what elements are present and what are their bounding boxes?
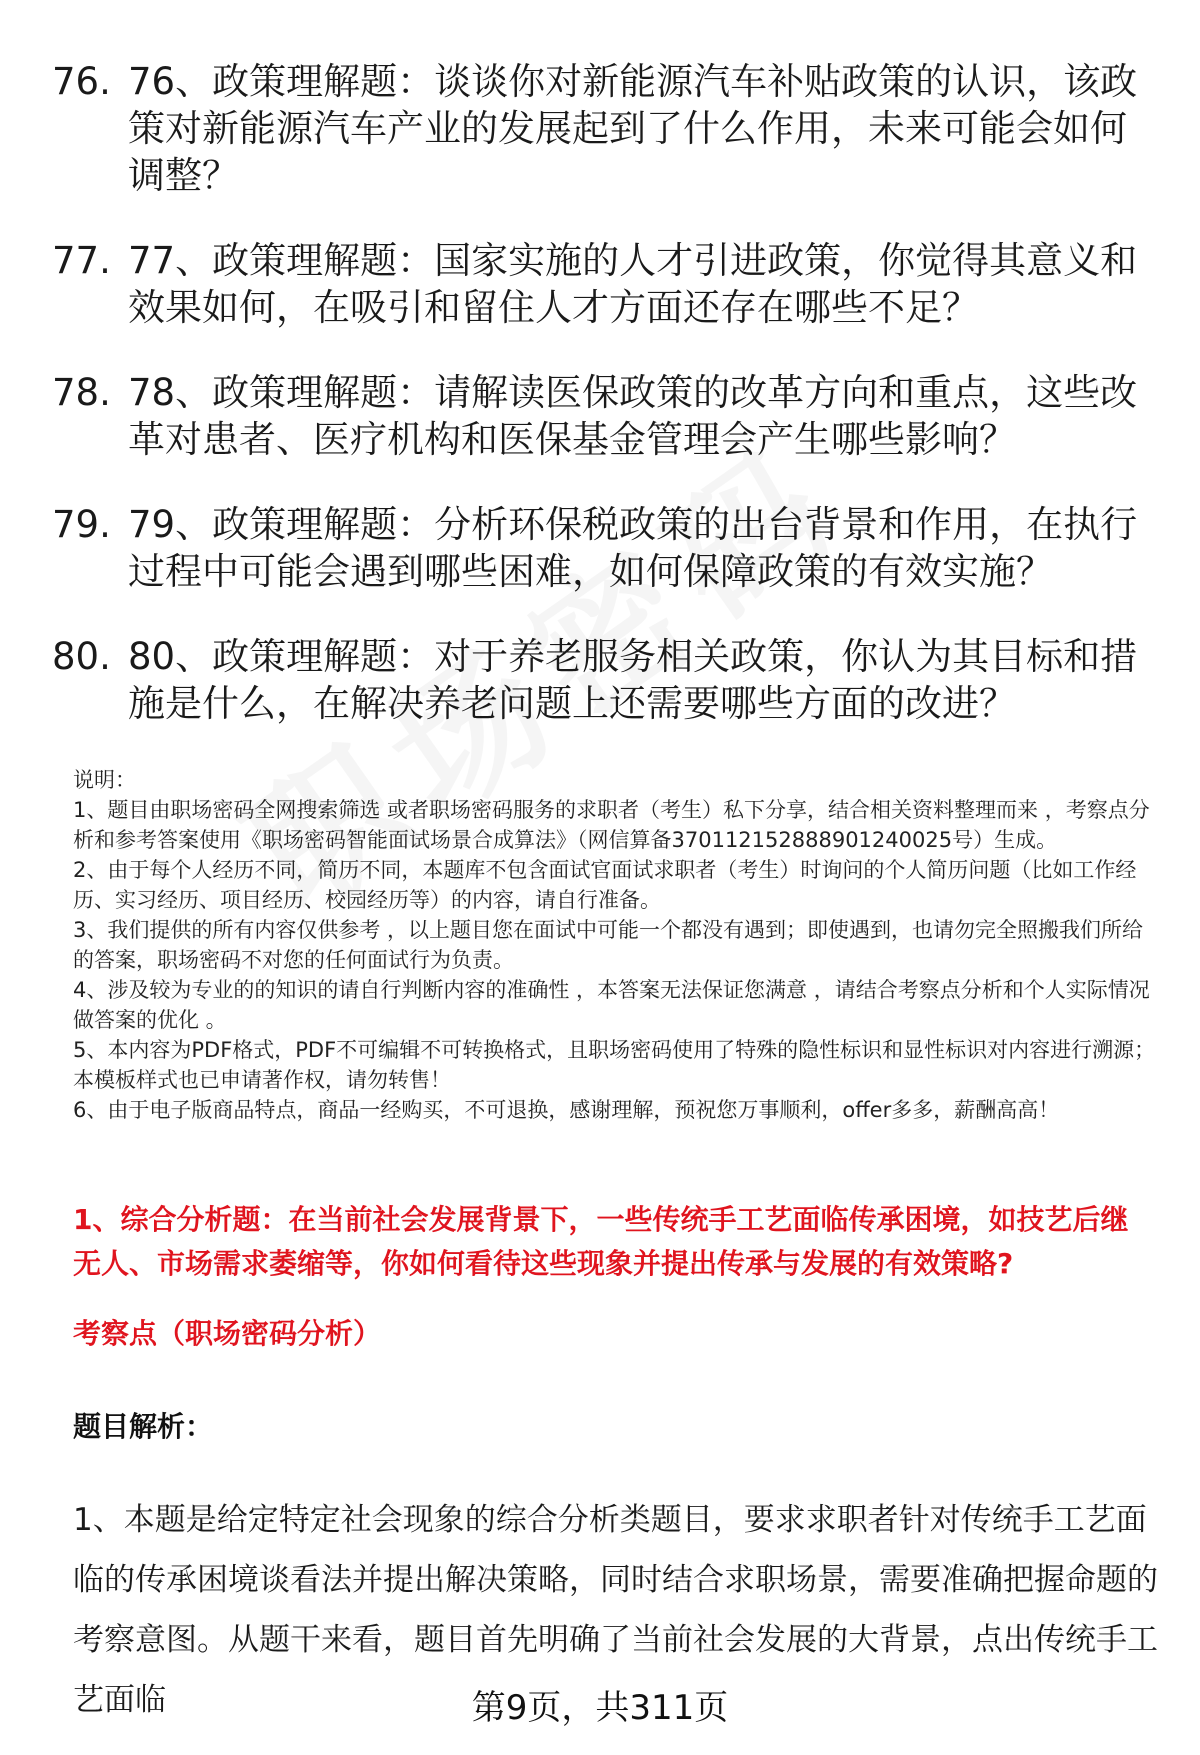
question-number: 76. bbox=[52, 60, 111, 103]
note-item: 4、涉及较为专业的的知识的请自行判断内容的准确性 ，本答案无法保证您满意 ，请结合考察点分析和个人实际情况做答案的优化 。 bbox=[73, 978, 1150, 1032]
list-item bbox=[52, 58, 1147, 199]
question-text: 78、政策理解题：请解读医保政策的改革方向和重点，这些改革对患者、医疗机构和医保基金管理会产生哪些影响？ bbox=[128, 371, 1138, 461]
analysis-heading: 题目解析： bbox=[73, 1410, 214, 1443]
section-question: 1、综合分析题：在当前社会发展背景下，一些传统手工艺面临传承困境，如技艺后继无人、市场需求萎缩等，你如何看待这些现象并提出传承与发展的有效策略? bbox=[73, 1203, 1129, 1280]
list-item bbox=[52, 633, 1147, 727]
analysis-paragraph: 1、本题是给定特定社会现象的综合分析类题目，要求求职者针对传统手工艺面临的传承困境谈看法并提出解决策略，同时结合求职场景，需要准确把握命题的考察意图。从题干来看，题目首先明确了当前社会发展的大背景，点出传统手工艺面临 bbox=[73, 1502, 1158, 1718]
question-number: 77. bbox=[52, 239, 111, 282]
question-number: 80. bbox=[52, 635, 111, 678]
note-item: 3、我们提供的所有内容仅供参考 ，以上题目您在面试中可能一个都没有遇到；即使遇到，也请勿完全照搬我们所给的答案，职场密码不对您的任何面试行为负责。 bbox=[73, 918, 1144, 972]
notes-title: 说明： bbox=[73, 768, 136, 792]
list-item bbox=[52, 237, 1147, 331]
list-item bbox=[52, 501, 1147, 595]
question-number: 79. bbox=[52, 503, 111, 546]
note-item: 5、本内容为PDF格式，PDF不可编辑不可转换格式，且职场密码使用了特殊的隐性标识和显性标识对内容进行溯源；本模板样式也已申请著作权，请勿转售！ bbox=[73, 1038, 1156, 1092]
question-number: 78. bbox=[52, 371, 111, 414]
list-item bbox=[52, 369, 1147, 463]
question-text: 80、政策理解题：对于养老服务相关政策，你认为其目标和措施是什么，在解决养老问题上还需要哪些方面的改进？ bbox=[128, 635, 1138, 725]
question-text: 77、政策理解题：国家实施的人才引进政策，你觉得其意义和效果如何，在吸引和留住人才方面还存在哪些不足？ bbox=[128, 239, 1138, 329]
note-item: 2、由于每个人经历不同，简历不同，本题库不包含面试官面试求职者（考生）时询问的个人简历问题（比如工作经历、实习经历、项目经历、校园经历等）的内容，请自行准备。 bbox=[73, 858, 1137, 912]
question-text: 76、政策理解题：谈谈你对新能源汽车补贴政策的认识，该政策对新能源汽车产业的发展起到了什么作用，未来可能会如何调整？ bbox=[128, 60, 1138, 197]
note-item: 6、由于电子版商品特点，商品一经购买，不可退换，感谢理解，预祝您万事顺利，offer多多，薪酬高高！ bbox=[73, 1098, 1060, 1122]
notes-section bbox=[73, 765, 1158, 1125]
question-text: 79、政策理解题：分析环保税政策的出台背景和作用，在执行过程中可能会遇到哪些困难，如何保障政策的有效实施？ bbox=[128, 503, 1138, 593]
note-item: 1、题目由职场密码全网搜索筛选 或者职场密码服务的求职者（考生）私下分享，结合相关资料整理而来 ，考察点分析和参考答案使用《职场密码智能面试场景合成算法》（网信算备370112152888901240025号）生成。 bbox=[73, 798, 1150, 852]
question-list bbox=[52, 58, 1147, 765]
section-subtitle: 考察点（职场密码分析） bbox=[73, 1317, 382, 1350]
page-footer: 第9页，共311页 bbox=[471, 1688, 729, 1728]
